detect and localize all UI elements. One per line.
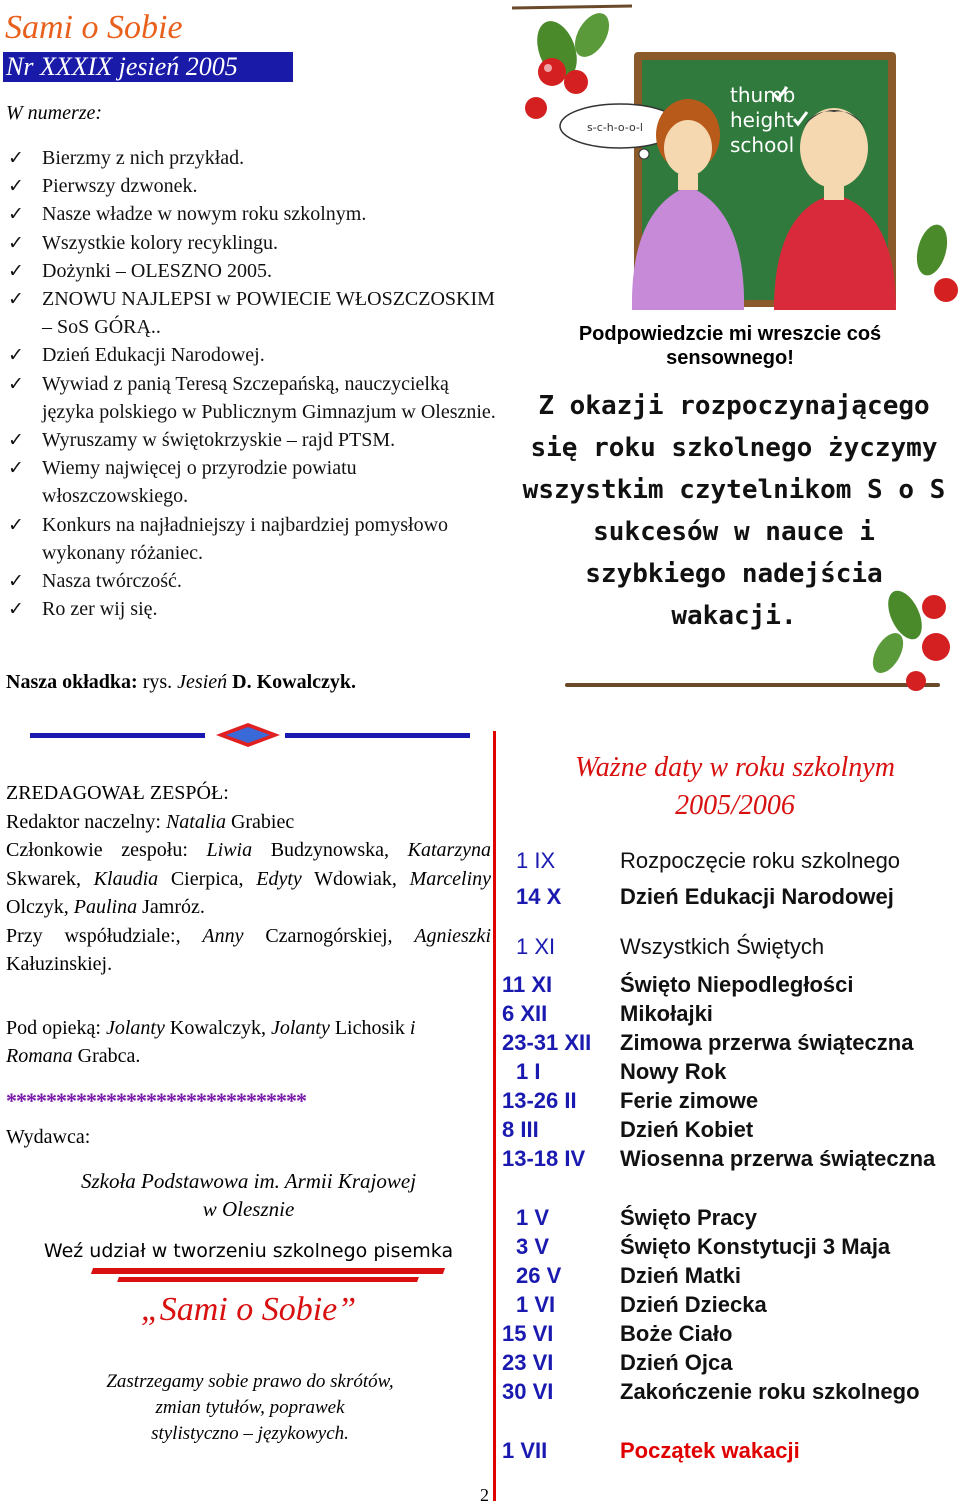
date-value: 30 VI bbox=[502, 1379, 554, 1404]
date-row bbox=[502, 932, 960, 961]
board-line-3: school bbox=[730, 133, 795, 157]
toc-item-text: ZNOWU NAJLEPSI w POWIECIE WŁOSZCZOSKIM – SoS GÓRĄ.. bbox=[42, 288, 495, 339]
date-value: 6 XII bbox=[502, 1001, 548, 1026]
members-label: Członkowie zespołu: bbox=[6, 839, 188, 861]
table-of-contents bbox=[6, 144, 496, 623]
date-row bbox=[502, 970, 960, 999]
page-number: 2 bbox=[480, 1485, 489, 1505]
toc-item bbox=[6, 172, 496, 200]
date-event: Święto Konstytucji 3 Maja bbox=[620, 1234, 891, 1259]
date-value: 11 XI bbox=[502, 972, 553, 997]
date-event: Boże Ciało bbox=[620, 1321, 733, 1346]
toc-item-text: Dzień Edukacji Narodowej. bbox=[42, 344, 265, 367]
care-first: Romana bbox=[6, 1045, 73, 1067]
toc-item bbox=[6, 341, 496, 369]
member-last: Wdowiak, bbox=[314, 867, 397, 890]
dates-title-year: 2005/2006 bbox=[675, 790, 795, 821]
date-value: 15 VI bbox=[502, 1321, 554, 1346]
member-last: Cierpica, bbox=[170, 867, 244, 890]
school-line: Szkoła Podstawowa im. Armii Krajowej bbox=[80, 1169, 417, 1193]
toc-item-text: Dożynki – OLESZNO 2005. bbox=[42, 259, 272, 282]
checkmark-icon: ✓ bbox=[8, 147, 24, 169]
member-first: Edyty bbox=[256, 867, 302, 890]
school-line: w Olesznie bbox=[202, 1197, 295, 1221]
supervision bbox=[6, 1014, 486, 1070]
date-row bbox=[502, 1203, 960, 1232]
toc-item bbox=[6, 426, 496, 454]
date-value: 23 VI bbox=[502, 1350, 554, 1375]
care-label: Pod opieką: bbox=[6, 1017, 101, 1039]
date-event: Rozpoczęcie roku szkolnego bbox=[620, 848, 901, 873]
checkmark-icon: ✓ bbox=[8, 598, 24, 621]
date-value: 1 I bbox=[516, 1059, 541, 1084]
care-first: Jolanty bbox=[106, 1017, 165, 1039]
date-row bbox=[502, 1144, 960, 1173]
newsletter-name-banner: „Sami o Sobie” bbox=[140, 1291, 357, 1328]
toc-item-text: Konkurs na najładniejszy i najbardziej pomysłowo wykonany różaniec. bbox=[42, 513, 449, 564]
cover-credit bbox=[6, 669, 356, 695]
cover-title: Jesień bbox=[177, 671, 228, 693]
date-value: 1 VII bbox=[502, 1438, 548, 1463]
toc-item bbox=[6, 257, 496, 285]
disclaimer-line: zmian tytułów, poprawek bbox=[155, 1397, 345, 1418]
date-value: 1 VI bbox=[516, 1292, 556, 1317]
toc-item-text: Ro zer wij się. bbox=[42, 598, 158, 621]
date-event: Wszystkich Świętych bbox=[620, 934, 825, 959]
date-value: 1 V bbox=[516, 1205, 550, 1230]
cover-label: Nasza okładka: bbox=[6, 671, 138, 693]
in-issue-heading: W numerze: bbox=[6, 102, 103, 124]
date-event: Dzień Edukacji Narodowej bbox=[620, 884, 894, 909]
toc-item bbox=[6, 144, 496, 172]
date-event: Zakończenie roku szkolnego bbox=[620, 1379, 920, 1404]
date-row bbox=[502, 846, 960, 875]
thought-text: s-c-h-o-o-l bbox=[587, 121, 643, 134]
date-value: 8 III bbox=[502, 1117, 539, 1142]
wishes-message: Z okazji rozpoczynającego się roku szkolnego życzymy wszystkim czytelnikom S o S sukcesów w nauce i szybkiego nadejścia wakacji. bbox=[522, 391, 946, 631]
toc-item bbox=[6, 567, 496, 595]
toc-item-text: Wywiad z panią Teresą Szczepańską, nauczycielką języka polskiego w Publicznym Gimnazjum w Olesznie. bbox=[42, 372, 496, 423]
board-line-1: thumb bbox=[730, 83, 796, 107]
member-last: Skwarek, bbox=[6, 867, 81, 890]
coop-last: Czarnogórskiej, bbox=[265, 924, 393, 947]
cover-author: D. Kowalczyk. bbox=[232, 671, 357, 693]
staff-heading: ZREDAGOWAŁ ZESPÓŁ: bbox=[6, 782, 229, 804]
date-value: 13-26 II bbox=[502, 1088, 577, 1113]
date-row bbox=[502, 1436, 960, 1465]
checkmark-icon: ✓ bbox=[8, 231, 24, 254]
banner-stroke bbox=[117, 1277, 419, 1282]
care-and: i bbox=[409, 1017, 416, 1039]
toc-item-text: Wszystkie kolory recyklingu. bbox=[42, 231, 279, 254]
toc-item-text: Wyruszamy w świętokrzyskie – rajd PTSM. bbox=[42, 429, 396, 452]
date-row bbox=[502, 1290, 960, 1319]
date-row bbox=[502, 1377, 960, 1406]
date-value: 1 XI bbox=[516, 934, 556, 959]
date-event: Mikołajki bbox=[620, 1001, 713, 1026]
date-event: Zimowa przerwa świąteczna bbox=[620, 1030, 914, 1055]
checkmark-icon: ✓ bbox=[8, 429, 24, 452]
newsletter-title: Sami o Sobie bbox=[5, 9, 183, 46]
date-event: Wiosenna przerwa świąteczna bbox=[620, 1146, 936, 1171]
date-event: Nowy Rok bbox=[620, 1059, 727, 1084]
dates-title bbox=[510, 749, 960, 825]
tagline: Podpowiedzcie mi wreszcie coś sensownego! bbox=[578, 323, 882, 369]
date-event: Święto Niepodległości bbox=[620, 972, 854, 997]
checkmark-icon: ✓ bbox=[8, 203, 24, 226]
editorial-team bbox=[6, 779, 491, 979]
date-event: Początek wakacji bbox=[620, 1438, 800, 1463]
toc-item-text: Bierzmy z nich przykład. bbox=[42, 147, 245, 169]
date-value: 13-18 IV bbox=[502, 1146, 586, 1171]
editor-label: Redaktor naczelny: bbox=[6, 810, 161, 833]
dates-title-line: Ważne daty w roku szkolnym bbox=[575, 752, 895, 783]
toc-item bbox=[6, 370, 496, 426]
date-event: Dzień Ojca bbox=[620, 1350, 733, 1375]
school-illustration bbox=[512, 0, 960, 320]
date-row bbox=[502, 1057, 960, 1086]
editor-first: Natalia bbox=[165, 810, 226, 833]
coop-last: Kałuzinskiej. bbox=[6, 953, 113, 975]
editorial-disclaimer bbox=[40, 1369, 460, 1447]
toc-item bbox=[6, 200, 496, 228]
date-value: 3 V bbox=[516, 1234, 550, 1259]
holly-decoration-icon bbox=[860, 585, 960, 695]
checkmark-icon: ✓ bbox=[8, 513, 24, 536]
checkmark-icon: ✓ bbox=[8, 457, 24, 480]
date-row bbox=[502, 1232, 960, 1261]
checkmark-icon: ✓ bbox=[8, 372, 24, 395]
decorative-divider bbox=[30, 723, 470, 749]
member-first: Marceliny bbox=[409, 867, 492, 890]
board-line-2: height bbox=[730, 108, 794, 132]
toc-item-text: Nasze władze w nowym roku szkolnym. bbox=[42, 203, 367, 226]
toc-item bbox=[6, 595, 496, 623]
coop-label: Przy współudziale:, bbox=[6, 924, 181, 947]
checkmark-icon: ✓ bbox=[8, 175, 24, 198]
member-last: Budzynowska, bbox=[270, 839, 390, 861]
school-name bbox=[6, 1167, 491, 1223]
checkmark-icon: ✓ bbox=[8, 288, 24, 311]
date-value: 26 V bbox=[516, 1263, 562, 1288]
date-event: Dzień Dziecka bbox=[620, 1292, 767, 1317]
member-last: Jamróz. bbox=[142, 896, 205, 918]
coop-first: Anny bbox=[202, 924, 244, 947]
coop-first: Agnieszki bbox=[414, 924, 491, 947]
care-first: Jolanty bbox=[270, 1017, 330, 1039]
date-event: Dzień Kobiet bbox=[620, 1117, 754, 1142]
member-first: Paulina bbox=[73, 896, 138, 918]
date-row bbox=[502, 1261, 960, 1290]
toc-item bbox=[6, 454, 496, 510]
date-value: 23-31 XII bbox=[502, 1030, 592, 1055]
date-event: Dzień Matki bbox=[620, 1263, 742, 1288]
date-row bbox=[502, 1348, 960, 1377]
publisher-label: Wydawca: bbox=[6, 1126, 91, 1148]
member-last: Olczyk, bbox=[6, 896, 69, 918]
toc-item-text: Nasza twórczość. bbox=[42, 570, 182, 593]
toc-item bbox=[6, 285, 496, 341]
join-invite: Weź udział w tworzeniu szkolnego pisemka bbox=[43, 1240, 454, 1262]
care-last: Lichosik bbox=[334, 1017, 405, 1039]
toc-item bbox=[6, 229, 496, 257]
editor-last: Grabiec bbox=[230, 810, 295, 833]
date-value: 1 IX bbox=[516, 848, 556, 873]
member-first: Katarzyna bbox=[407, 839, 491, 861]
banner-stroke bbox=[91, 1268, 445, 1274]
toc-item-text: Wiemy najwięcej o przyrodzie powiatu włoszczowskiego. bbox=[42, 457, 357, 508]
member-first: Liwia bbox=[206, 839, 253, 861]
date-row bbox=[502, 1028, 960, 1057]
date-row bbox=[502, 1115, 960, 1144]
member-first: Klaudia bbox=[93, 867, 159, 890]
date-event: Ferie zimowe bbox=[620, 1088, 759, 1113]
date-row bbox=[502, 882, 960, 911]
column-divider bbox=[493, 731, 496, 1501]
date-value: 14 X bbox=[516, 884, 562, 909]
date-row bbox=[502, 999, 960, 1028]
checkmark-icon: ✓ bbox=[8, 259, 24, 282]
care-last: Kowalczyk, bbox=[169, 1017, 266, 1039]
date-row bbox=[502, 1086, 960, 1115]
date-event: Święto Pracy bbox=[620, 1205, 757, 1230]
toc-item-text: Pierwszy dzwonek. bbox=[42, 175, 198, 198]
care-last: Grabca. bbox=[77, 1045, 141, 1067]
checkmark-icon: ✓ bbox=[8, 570, 24, 593]
date-row bbox=[502, 1319, 960, 1348]
disclaimer-line: Zastrzegamy sobie prawo do skrótów, bbox=[106, 1371, 394, 1392]
disclaimer-line: stylistyczno – językowych. bbox=[151, 1423, 349, 1444]
cover-rys: rys. bbox=[142, 671, 173, 693]
toc-item bbox=[6, 511, 496, 567]
issue-label: Nr XXXIX jesień 2005 bbox=[6, 52, 238, 81]
stars-separator: ****************************** bbox=[6, 1088, 306, 1113]
checkmark-icon: ✓ bbox=[8, 344, 24, 367]
